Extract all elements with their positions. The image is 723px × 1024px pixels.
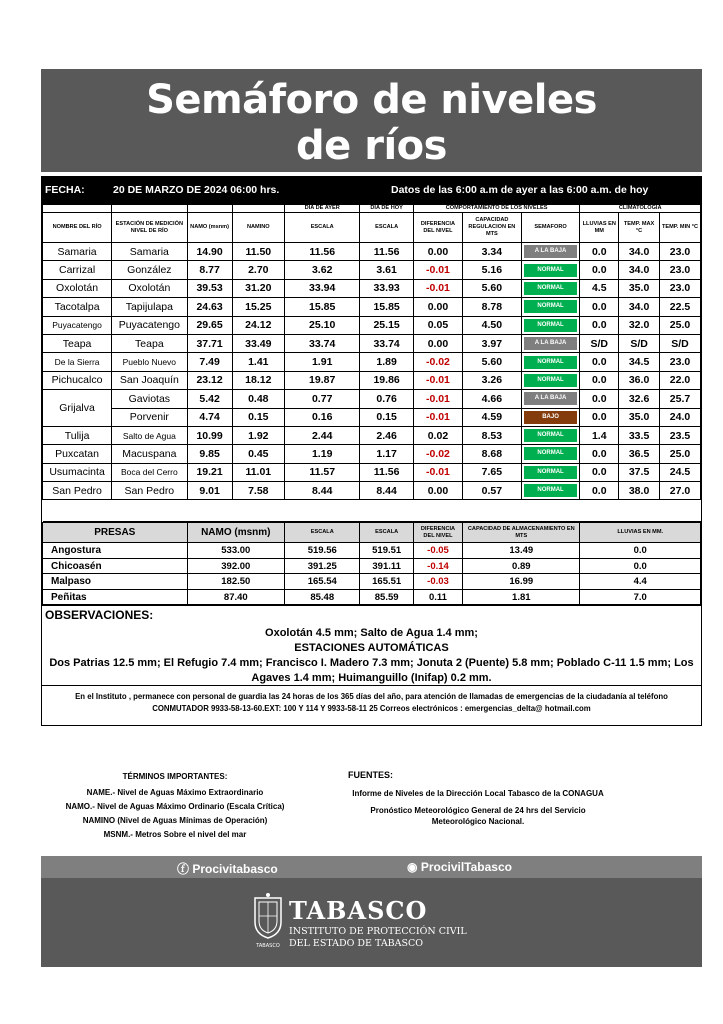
presas-col-capacidad: CAPACIDAD DE ALMACENAMIENTO EN MTS bbox=[463, 523, 580, 543]
river-tmax: 37.5 bbox=[619, 463, 660, 481]
river-tmin: 23.0 bbox=[660, 353, 701, 371]
river-tmin: 25.0 bbox=[660, 445, 701, 463]
river-lluvia: 0.0 bbox=[580, 482, 619, 500]
river-name: Teapa bbox=[43, 334, 112, 352]
river-tmin: 22.0 bbox=[660, 371, 701, 389]
observaciones bbox=[42, 605, 701, 685]
semaforo-badge: NORMAL bbox=[524, 429, 578, 442]
river-escala-hoy: 33.93 bbox=[360, 279, 413, 297]
river-diferencia: -0.02 bbox=[413, 445, 462, 463]
semaforo-badge: NORMAL bbox=[524, 282, 578, 295]
river-escala-ayer: 1.19 bbox=[284, 445, 359, 463]
river-escala-ayer: 15.85 bbox=[284, 298, 359, 316]
date-note: Datos de las 6:00 a.m de ayer a las 6:00 a.m. de hoy bbox=[391, 184, 649, 196]
presa-diferencia: -0.14 bbox=[413, 558, 462, 574]
presas-col-escala-1: ESCALA bbox=[285, 523, 360, 543]
presas-col-lluvias: LLUVIAS EN MM. bbox=[580, 523, 701, 543]
col-escala-hoy: ESCALA bbox=[360, 213, 413, 243]
river-namino: 33.49 bbox=[232, 334, 284, 352]
river-lluvia: 0.0 bbox=[580, 316, 619, 334]
river-escala-hoy: 25.15 bbox=[360, 316, 413, 334]
river-tmax: 34.5 bbox=[619, 353, 660, 371]
river-row bbox=[43, 371, 701, 389]
river-tmin: S/D bbox=[660, 334, 701, 352]
presa-escala-2: 519.51 bbox=[360, 543, 413, 559]
river-semaforo bbox=[521, 390, 580, 408]
semaforo-badge: NORMAL bbox=[524, 484, 578, 497]
river-lluvia: 0.0 bbox=[580, 353, 619, 371]
presa-escala-1: 165.54 bbox=[285, 574, 360, 590]
river-diferencia: -0.01 bbox=[413, 408, 462, 426]
semaforo-badge: NORMAL bbox=[524, 374, 578, 387]
report-page bbox=[41, 69, 702, 726]
river-row bbox=[43, 426, 701, 444]
presa-lluvia: 7.0 bbox=[580, 589, 701, 605]
instituto-line-1: En el Instituto , permanece con personal de guardia las 24 horas de los 365 días del año, para atención de llamadas de emergencias de la ciudadanía al teléfono bbox=[75, 692, 668, 702]
river-semaforo bbox=[521, 261, 580, 279]
river-namo: 24.63 bbox=[187, 298, 232, 316]
river-lluvia: 0.0 bbox=[580, 390, 619, 408]
group-dia-hoy: DIA DE HOY bbox=[360, 205, 413, 213]
river-row bbox=[43, 390, 701, 408]
river-namino: 15.25 bbox=[232, 298, 284, 316]
river-tmax: 35.0 bbox=[619, 408, 660, 426]
river-lluvia: 0.0 bbox=[580, 445, 619, 463]
presa-namo: 392.00 bbox=[187, 558, 284, 574]
river-namo: 10.99 bbox=[187, 426, 232, 444]
river-station: González bbox=[112, 261, 187, 279]
river-station: Porvenir bbox=[112, 408, 187, 426]
river-semaforo bbox=[521, 426, 580, 444]
presa-lluvia: 0.0 bbox=[580, 543, 701, 559]
facebook-link[interactable] bbox=[177, 860, 278, 877]
col-rio: NOMBRE DEL RÍO bbox=[43, 213, 112, 243]
river-namino: 7.58 bbox=[232, 482, 284, 500]
termino-namo: NAMO.- Nivel de Aguas Máximo Ordinario (Escala Crítica) bbox=[65, 802, 285, 811]
river-tmax: 32.6 bbox=[619, 390, 660, 408]
river-namo: 8.77 bbox=[187, 261, 232, 279]
semaforo-badge: NORMAL bbox=[524, 466, 578, 479]
river-name: Samaria bbox=[43, 243, 112, 261]
river-lluvia: 0.0 bbox=[580, 463, 619, 481]
river-tmin: 23.5 bbox=[660, 426, 701, 444]
river-escala-ayer: 33.94 bbox=[284, 279, 359, 297]
river-namo: 37.71 bbox=[187, 334, 232, 352]
observaciones-line-2: ESTACIONES AUTOMÁTICAS bbox=[294, 642, 449, 655]
river-escala-ayer: 1.91 bbox=[284, 353, 359, 371]
col-namo: NAMO (msnm) bbox=[187, 213, 232, 243]
presa-diferencia: -0.05 bbox=[413, 543, 462, 559]
river-tmax: 32.0 bbox=[619, 316, 660, 334]
river-capacidad: 5.16 bbox=[463, 261, 522, 279]
river-escala-hoy: 0.76 bbox=[360, 390, 413, 408]
river-capacidad: 8.53 bbox=[463, 426, 522, 444]
group-dia-ayer: DIA DE AYER bbox=[284, 205, 359, 213]
river-row bbox=[43, 261, 701, 279]
river-diferencia: 0.00 bbox=[413, 243, 462, 261]
title-line-2: de ríos bbox=[296, 123, 447, 169]
presa-escala-1: 85.48 bbox=[285, 589, 360, 605]
rivers-body bbox=[43, 243, 701, 500]
termino-namino: NAMINO (Nivel de Aguas Mínimas de Operación) bbox=[82, 816, 268, 825]
river-escala-ayer: 0.77 bbox=[284, 390, 359, 408]
presa-escala-2: 165.51 bbox=[360, 574, 413, 590]
instituto-line-2: CONMUTADOR 9933-58-13-60.EXT: 100 Y 114 Y 9933-58-11 25 Correos electrónicos : emergencias_delta@ hotmail.com bbox=[152, 704, 591, 714]
semaforo-badge: NORMAL bbox=[524, 264, 578, 277]
river-escala-ayer: 11.56 bbox=[284, 243, 359, 261]
river-tmin: 25.0 bbox=[660, 316, 701, 334]
river-escala-ayer: 2.44 bbox=[284, 426, 359, 444]
river-namino: 0.15 bbox=[232, 408, 284, 426]
fuentes-title: FUENTES: bbox=[348, 770, 393, 780]
river-row bbox=[43, 243, 701, 261]
observaciones-title: OBSERVACIONES: bbox=[45, 608, 154, 623]
river-station: Gaviotas bbox=[112, 390, 187, 408]
river-semaforo bbox=[521, 279, 580, 297]
presa-row bbox=[43, 543, 701, 559]
river-tmax: 34.0 bbox=[619, 243, 660, 261]
river-escala-hoy: 1.17 bbox=[360, 445, 413, 463]
river-namo: 4.74 bbox=[187, 408, 232, 426]
river-escala-ayer: 25.10 bbox=[284, 316, 359, 334]
river-namino: 1.92 bbox=[232, 426, 284, 444]
presa-escala-1: 391.25 bbox=[285, 558, 360, 574]
observaciones-line-3: Dos Patrias 12.5 mm; El Refugio 7.4 mm; Francisco I. Madero 7.3 mm; Jonuta 2 (Puente) 5.8 mm; Poblado C-11 1.5 mm; Los Agaves 1.4 mm; Huimanguillo (Inifap) 0.2 mm. bbox=[49, 657, 694, 685]
col-escala-ayer: ESCALA bbox=[284, 213, 359, 243]
semaforo-badge: NORMAL bbox=[524, 447, 578, 460]
twitter-handle: ProcivilTabasco bbox=[420, 860, 512, 874]
river-tmax: 35.0 bbox=[619, 279, 660, 297]
river-namo: 7.49 bbox=[187, 353, 232, 371]
river-capacidad: 8.78 bbox=[463, 298, 522, 316]
river-escala-hoy: 11.56 bbox=[360, 463, 413, 481]
presa-capacidad: 16.99 bbox=[463, 574, 580, 590]
river-tmin: 23.0 bbox=[660, 261, 701, 279]
col-namino: NAMINO bbox=[232, 213, 284, 243]
river-namino: 2.70 bbox=[232, 261, 284, 279]
river-tmin: 23.0 bbox=[660, 243, 701, 261]
river-diferencia: -0.01 bbox=[413, 371, 462, 389]
river-tmin: 23.0 bbox=[660, 279, 701, 297]
river-row bbox=[43, 408, 701, 426]
presas-col-presas: PRESAS bbox=[43, 523, 188, 543]
presa-capacidad: 0.89 bbox=[463, 558, 580, 574]
river-namino: 18.12 bbox=[232, 371, 284, 389]
presa-name: Peñitas bbox=[43, 589, 188, 605]
semaforo-badge: NORMAL bbox=[524, 356, 578, 369]
col-lluvias: LLUVIAS EN MM bbox=[580, 213, 619, 243]
termino-msnm: MSNM.- Metros Sobre el nivel del mar bbox=[103, 830, 247, 839]
river-name: Puyacatengo bbox=[43, 316, 112, 334]
presa-row bbox=[43, 589, 701, 605]
col-diferencia: DIFERENCIA DEL NIVEL bbox=[413, 213, 462, 243]
river-capacidad: 8.68 bbox=[463, 445, 522, 463]
river-lluvia: S/D bbox=[580, 334, 619, 352]
footer-institute bbox=[289, 926, 467, 950]
fuente-conagua: Informe de Niveles de la Dirección Local Tabasco de la CONAGUA bbox=[352, 789, 604, 798]
river-diferencia: -0.01 bbox=[413, 463, 462, 481]
semaforo-badge: A LA BAJA bbox=[524, 245, 578, 258]
river-diferencia: 0.02 bbox=[413, 426, 462, 444]
date-value: 20 DE MARZO DE 2024 06:00 hrs. bbox=[113, 184, 280, 196]
river-namino: 0.48 bbox=[232, 390, 284, 408]
river-lluvia: 0.0 bbox=[580, 298, 619, 316]
col-tmin: TEMP. MIN °C bbox=[660, 213, 701, 243]
presas-col-escala-2: ESCALA bbox=[360, 523, 413, 543]
river-escala-hoy: 1.89 bbox=[360, 353, 413, 371]
river-station: Samaria bbox=[112, 243, 187, 261]
river-diferencia: 0.00 bbox=[413, 482, 462, 500]
river-namo: 29.65 bbox=[187, 316, 232, 334]
presa-row bbox=[43, 558, 701, 574]
river-namo: 9.85 bbox=[187, 445, 232, 463]
river-escala-hoy: 2.46 bbox=[360, 426, 413, 444]
river-row bbox=[43, 353, 701, 371]
footer-line-1: INSTITUTO DE PROTECCIÓN CIVIL bbox=[289, 926, 467, 937]
facebook-handle: Procivitabasco bbox=[192, 862, 278, 876]
title-banner bbox=[41, 69, 702, 172]
footer-line-2: DEL ESTADO DE TABASCO bbox=[289, 938, 424, 949]
river-diferencia: -0.01 bbox=[413, 390, 462, 408]
river-tmax: 34.0 bbox=[619, 261, 660, 279]
presa-namo: 533.00 bbox=[187, 543, 284, 559]
presa-namo: 182.50 bbox=[187, 574, 284, 590]
group-climatologia: CLIMATOLOGIA bbox=[580, 205, 701, 213]
river-semaforo bbox=[521, 463, 580, 481]
river-capacidad: 4.50 bbox=[463, 316, 522, 334]
presa-escala-2: 391.11 bbox=[360, 558, 413, 574]
presa-row bbox=[43, 574, 701, 590]
river-row bbox=[43, 334, 701, 352]
river-station: Pueblo Nuevo bbox=[112, 353, 187, 371]
river-escala-hoy: 3.61 bbox=[360, 261, 413, 279]
river-capacidad: 5.60 bbox=[463, 353, 522, 371]
river-name: Usumacinta bbox=[43, 463, 112, 481]
river-namino: 0.45 bbox=[232, 445, 284, 463]
presa-namo: 87.40 bbox=[187, 589, 284, 605]
presa-diferencia: -0.03 bbox=[413, 574, 462, 590]
observaciones-line-1: Oxolotán 4.5 mm; Salto de Agua 1.4 mm; bbox=[265, 627, 478, 640]
presas-col-namo: NAMO (msnm) bbox=[187, 523, 284, 543]
river-escala-ayer: 3.62 bbox=[284, 261, 359, 279]
col-semaforo: SEMAFORO bbox=[521, 213, 580, 243]
seal-caption: TABASCO bbox=[256, 943, 280, 949]
river-semaforo bbox=[521, 353, 580, 371]
river-lluvia: 1.4 bbox=[580, 426, 619, 444]
river-station: Oxolotán bbox=[112, 279, 187, 297]
presa-name: Angostura bbox=[43, 543, 188, 559]
river-semaforo bbox=[521, 243, 580, 261]
river-station: Boca del Cerro bbox=[112, 463, 187, 481]
river-namino: 31.20 bbox=[232, 279, 284, 297]
river-tmin: 24.5 bbox=[660, 463, 701, 481]
river-tmax: S/D bbox=[619, 334, 660, 352]
river-namino: 11.01 bbox=[232, 463, 284, 481]
presa-diferencia: 0.11 bbox=[413, 589, 462, 605]
presa-capacidad: 1.81 bbox=[463, 589, 580, 605]
river-capacidad: 4.59 bbox=[463, 408, 522, 426]
river-lluvia: 0.0 bbox=[580, 371, 619, 389]
river-semaforo bbox=[521, 445, 580, 463]
river-name: Oxolotán bbox=[43, 279, 112, 297]
presas-col-diferencia: DIFERENCIA DEL NIVEL bbox=[413, 523, 462, 543]
river-station: Salto de Agua bbox=[112, 426, 187, 444]
river-lluvia: 0.0 bbox=[580, 408, 619, 426]
river-capacidad: 4.66 bbox=[463, 390, 522, 408]
river-name: De la Sierra bbox=[43, 353, 112, 371]
river-escala-ayer: 33.74 bbox=[284, 334, 359, 352]
river-name: Puxcatan bbox=[43, 445, 112, 463]
twitter-link[interactable] bbox=[407, 860, 512, 874]
presa-lluvia: 4.4 bbox=[580, 574, 701, 590]
river-capacidad: 0.57 bbox=[463, 482, 522, 500]
col-tmax: TEMP. MAX °C bbox=[619, 213, 660, 243]
river-tmax: 36.0 bbox=[619, 371, 660, 389]
river-diferencia: 0.00 bbox=[413, 334, 462, 352]
termino-name: NAME.- Nivel de Aguas Máximo Extraordinario bbox=[86, 788, 264, 797]
group-comportamiento: COMPORTAMIENTO DE LOS NIVELES bbox=[413, 205, 580, 213]
river-semaforo bbox=[521, 316, 580, 334]
presas-table bbox=[42, 522, 701, 605]
semaforo-badge: A LA BAJA bbox=[524, 337, 578, 350]
river-tmax: 38.0 bbox=[619, 482, 660, 500]
river-diferencia: -0.01 bbox=[413, 279, 462, 297]
river-diferencia: 0.00 bbox=[413, 298, 462, 316]
river-escala-hoy: 19.86 bbox=[360, 371, 413, 389]
semaforo-badge: NORMAL bbox=[524, 300, 578, 313]
river-row bbox=[43, 482, 701, 500]
footer bbox=[41, 878, 702, 967]
date-bar bbox=[41, 176, 702, 204]
social-bar bbox=[41, 856, 702, 878]
river-semaforo bbox=[521, 334, 580, 352]
river-namino: 11.50 bbox=[232, 243, 284, 261]
river-station: Teapa bbox=[112, 334, 187, 352]
river-tmin: 27.0 bbox=[660, 482, 701, 500]
river-namo: 23.12 bbox=[187, 371, 232, 389]
river-name: San Pedro bbox=[43, 482, 112, 500]
river-tmin: 25.7 bbox=[660, 390, 701, 408]
river-capacidad: 3.34 bbox=[463, 243, 522, 261]
presas-body bbox=[43, 543, 701, 605]
river-name: Carrizal bbox=[43, 261, 112, 279]
river-lluvia: 0.0 bbox=[580, 261, 619, 279]
river-diferencia: -0.01 bbox=[413, 261, 462, 279]
semaforo-badge: NORMAL bbox=[524, 319, 578, 332]
river-lluvia: 0.0 bbox=[580, 243, 619, 261]
presa-name: Chicoasén bbox=[43, 558, 188, 574]
river-semaforo bbox=[521, 371, 580, 389]
col-estacion: ESTACIÓN DE MEDICIÓN NIVEL DE RÍO bbox=[112, 213, 187, 243]
river-station: Tapijulapa bbox=[112, 298, 187, 316]
river-name: Pichucalco bbox=[43, 371, 112, 389]
presa-name: Malpaso bbox=[43, 574, 188, 590]
river-escala-ayer: 11.57 bbox=[284, 463, 359, 481]
river-namino: 24.12 bbox=[232, 316, 284, 334]
river-semaforo bbox=[521, 408, 580, 426]
river-station: Puyacatengo bbox=[112, 316, 187, 334]
twitter-icon: ◉ bbox=[407, 860, 418, 874]
river-namo: 39.53 bbox=[187, 279, 232, 297]
river-escala-ayer: 0.16 bbox=[284, 408, 359, 426]
river-namino: 1.41 bbox=[232, 353, 284, 371]
river-semaforo bbox=[521, 298, 580, 316]
presa-capacidad: 13.49 bbox=[463, 543, 580, 559]
semaforo-badge: A LA BAJA bbox=[524, 392, 578, 405]
river-tmin: 24.0 bbox=[660, 408, 701, 426]
river-namo: 5.42 bbox=[187, 390, 232, 408]
river-row bbox=[43, 316, 701, 334]
fuentes bbox=[348, 770, 608, 833]
footer-brand: TABASCO bbox=[289, 896, 428, 925]
fuente-smn: Pronóstico Meteorológico General de 24 hrs del Servicio Meteorológico Nacional. bbox=[370, 806, 586, 826]
river-capacidad: 7.65 bbox=[463, 463, 522, 481]
river-escala-hoy: 8.44 bbox=[360, 482, 413, 500]
river-station: San Pedro bbox=[112, 482, 187, 500]
state-seal-icon bbox=[251, 892, 285, 950]
terminos-importantes bbox=[50, 770, 300, 842]
river-escala-hoy: 15.85 bbox=[360, 298, 413, 316]
presa-escala-1: 519.56 bbox=[285, 543, 360, 559]
river-name: Grijalva bbox=[43, 390, 112, 427]
river-lluvia: 4.5 bbox=[580, 279, 619, 297]
river-capacidad: 5.60 bbox=[463, 279, 522, 297]
river-name: Tulija bbox=[43, 426, 112, 444]
river-row bbox=[43, 298, 701, 316]
river-tmax: 33.5 bbox=[619, 426, 660, 444]
semaforo-badge: BAJO bbox=[524, 411, 578, 424]
river-station: Macuspana bbox=[112, 445, 187, 463]
river-row bbox=[43, 445, 701, 463]
facebook-icon: ⓕ bbox=[177, 862, 190, 876]
report-frame bbox=[41, 204, 702, 726]
river-capacidad: 3.26 bbox=[463, 371, 522, 389]
date-label: FECHA: bbox=[45, 184, 85, 196]
presa-lluvia: 0.0 bbox=[580, 558, 701, 574]
river-row bbox=[43, 463, 701, 481]
river-escala-hoy: 0.15 bbox=[360, 408, 413, 426]
rivers-table bbox=[42, 204, 701, 522]
river-capacidad: 3.97 bbox=[463, 334, 522, 352]
river-station: San Joaquín bbox=[112, 371, 187, 389]
river-escala-ayer: 19.87 bbox=[284, 371, 359, 389]
river-namo: 9.01 bbox=[187, 482, 232, 500]
presa-escala-2: 85.59 bbox=[360, 589, 413, 605]
river-tmin: 22.5 bbox=[660, 298, 701, 316]
river-escala-hoy: 33.74 bbox=[360, 334, 413, 352]
river-escala-ayer: 8.44 bbox=[284, 482, 359, 500]
river-row bbox=[43, 279, 701, 297]
instituto-note bbox=[42, 685, 701, 725]
river-tmax: 34.0 bbox=[619, 298, 660, 316]
river-semaforo bbox=[521, 482, 580, 500]
river-name: Tacotalpa bbox=[43, 298, 112, 316]
river-namo: 14.90 bbox=[187, 243, 232, 261]
river-escala-hoy: 11.56 bbox=[360, 243, 413, 261]
title-line-1: Semáforo de niveles bbox=[146, 77, 597, 123]
river-diferencia: 0.05 bbox=[413, 316, 462, 334]
col-capacidad: CAPACIDAD REGULACION EN MTS bbox=[463, 213, 522, 243]
river-tmax: 36.5 bbox=[619, 445, 660, 463]
river-diferencia: -0.02 bbox=[413, 353, 462, 371]
river-namo: 19.21 bbox=[187, 463, 232, 481]
terminos-title: TÉRMINOS IMPORTANTES: bbox=[122, 772, 228, 781]
